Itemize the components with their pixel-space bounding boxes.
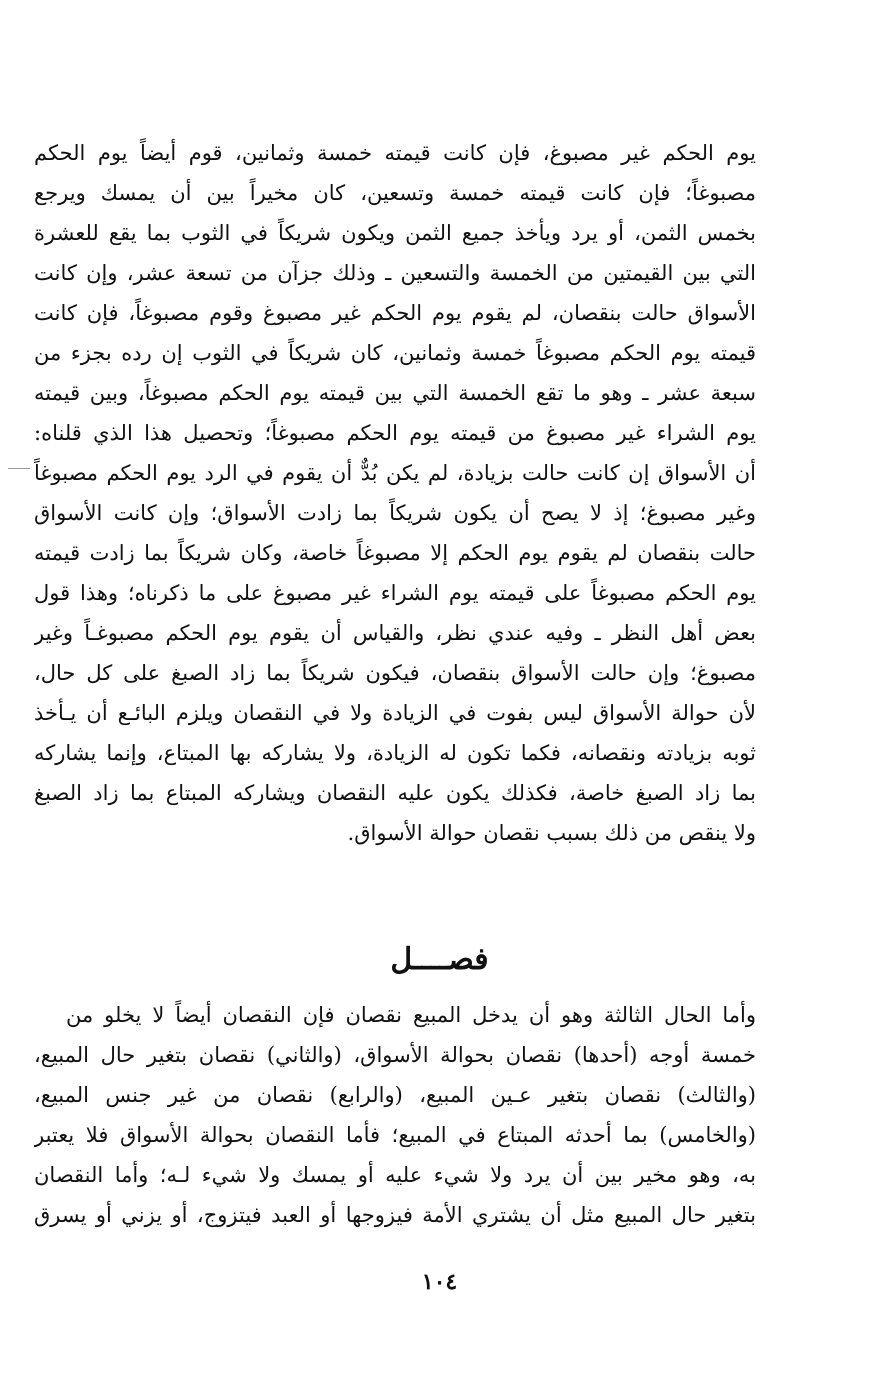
body-paragraph-2	[34, 995, 756, 1235]
text-line: يوم الحكم مصبوغاً على قيمته يوم الشراء غير مصبوغ على ما ذكرناه؛ وهذا قول	[34, 581, 756, 605]
text-line: بما زاد الصبغ خاصة، فكذلك يكون عليه النقصان ويشاركه المبتاع بما زاد الصبغ	[34, 781, 756, 805]
text-line: ولا ينقص من ذلك بسبب نقصان حوالة الأسواق.	[347, 821, 756, 845]
text-line: التي بين القيمتين من الخمسة والتسعين ـ وذلك جزآن من تسعة عشر، وإن كانت	[34, 261, 756, 285]
section-heading: فصــــل	[390, 942, 489, 977]
margin-mark	[8, 468, 30, 469]
text-line: يوم الشراء غير مصبوغ من قيمته يوم الحكم مصبوغاً؛ وتحصيل هذا الذي قلناه:	[34, 421, 756, 445]
text-line: أن الأسواق إن كانت حالت بزيادة، لم يكن بُدٌّ أن يقوم في الرد يوم الحكم مصبوغاً	[34, 461, 756, 485]
text-line: مصبوغاً؛ فإن كانت قيمته خمسة وتسعين، كان مخيراً بين أن يمسك ويرجع	[34, 181, 756, 205]
text-line: (والخامس) بما أحدثه المبتاع في المبيع؛ فأما النقصان بحوالة الأسواق فلا يعتبر	[34, 1123, 756, 1147]
text-line: خمسة أوجه (أحدها) نقصان بحوالة الأسواق، (والثاني) نقصان بتغير حال المبيع،	[34, 1043, 756, 1067]
page-number: ١٠٤	[421, 1269, 458, 1295]
text-line: ثوبه بزيادته ونقصانه، فكما تكون له الزيادة، ولا يشاركه بها المبتاع، وإنما يشاركه	[34, 741, 756, 765]
text-line: لأن حوالة الأسواق ليس بفوت في الزيادة ولا في النقصان ويلزم البائـع أن يـأخذ	[34, 701, 756, 725]
text-line: وأما الحال الثالثة وهو أن يدخل المبيع نقصان فإن النقصان أيضاً لا يخلو من	[66, 1003, 756, 1027]
text-line: قيمته يوم الحكم مصبوغاً خمسة وثمانين، كان شريكاً في الثوب إن رده بجزء من	[34, 341, 756, 365]
text-line: مصبوغ؛ وإن حالت الأسواق بنقصان، فيكون شريكاً بما زاد الصبغ على كل حال،	[34, 661, 756, 685]
text-line: وغير مصبوغ؛ إذ لا يصح أن يكون شريكاً بما زادت الأسواق؛ وإن كانت الأسواق	[34, 501, 756, 525]
text-line: الأسواق حالت بنقصان، لم يقوم يوم الحكم غير مصبوغ وقوم مصبوغاً، فإن كانت	[34, 301, 756, 325]
text-line: بخمس الثمن، أو يرد ويأخذ جميع الثمن ويكون شريكاً في الثوب بما يقع للعشرة	[34, 221, 756, 245]
body-paragraph-1	[34, 133, 756, 853]
text-line: سبعة عشر ـ وهو ما تقع الخمسة التي بين قيمته يوم الحكم مصبوغاً، وبين قيمته	[34, 381, 756, 405]
text-line: حالت بنقصان لم يقوم يوم الحكم إلا مصبوغاً خاصة، وكان شريكاً بما زادت قيمته	[34, 541, 756, 565]
text-line: يوم الحكم غير مصبوغ، فإن كانت قيمته خمسة وثمانين، قوم أيضاً يوم الحكم	[34, 141, 756, 165]
text-line: بعض أهل النظر ـ وفيه عندي نظر، والقياس أن يقوم يوم الحكم مصبوغـاً وغير	[34, 621, 756, 645]
text-line: (والثالث) نقصان بتغير عـين المبيع، (والرابع) نقصان من غير جنس المبيع،	[34, 1083, 756, 1107]
text-line: بتغير حال المبيع مثل أن يشتري الأمة فيزوجها أو العبد فيتزوج، أو يزني أو يسرق	[34, 1203, 756, 1227]
text-line: به، وهو مخير بين أن يرد ولا شيء عليه أو يمسك ولا شيء لـه؛ وأما النقصان	[34, 1163, 756, 1187]
